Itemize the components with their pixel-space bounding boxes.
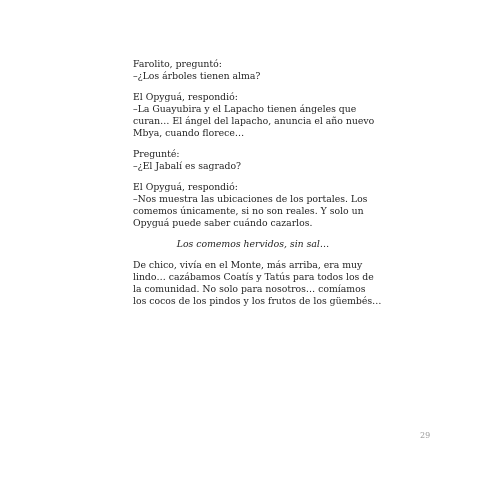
text-line: El Opyguá, respondió: (133, 182, 238, 193)
text-line: De chico, vivía en el Monte, más arriba, era muy (133, 260, 363, 271)
paragraph-question-jabali (133, 149, 373, 173)
paragraph-farolito-question (133, 59, 373, 83)
text-line: Opyguá puede saber cuándo cazarlos. (133, 218, 313, 229)
text-line: Mbya, cuando florece… (133, 128, 245, 139)
paragraph-opygua-answer-jabali (133, 182, 373, 230)
text-line: –¿El Jabalí es sagrado? (133, 161, 242, 172)
text-line: curan… El ángel del lapacho, anuncia el año nuevo (133, 116, 375, 127)
paragraph-childhood-memory (133, 260, 382, 308)
text-line: Farolito, preguntó: (133, 59, 222, 70)
paragraph-italic-aside (133, 239, 373, 251)
text-line: –La Guayubira y el Lapacho tienen ángeles que (133, 104, 357, 115)
text-line: comemos únicamente, si no son reales. Y solo un (133, 206, 364, 217)
text-line: –Nos muestra las ubicaciones de los portales. Los (133, 194, 368, 205)
page-number: 29 (420, 431, 431, 440)
text-line: Pregunté: (133, 149, 180, 160)
text-line: la comunidad. No solo para nosotros… comíamos (133, 284, 366, 295)
text-line: El Opyguá, respondió: (133, 92, 238, 103)
italic-line: Los comemos hervidos, sin sal… (176, 239, 330, 250)
text-line: –¿Los árboles tienen alma? (133, 71, 261, 82)
text-line: los cocos de los pindos y los frutos de los güembés… (133, 296, 382, 307)
paragraph-opygua-answer-trees (133, 92, 373, 140)
text-line: lindo… cazábamos Coatís y Tatús para todos los de (133, 272, 374, 283)
body-text (133, 59, 382, 317)
